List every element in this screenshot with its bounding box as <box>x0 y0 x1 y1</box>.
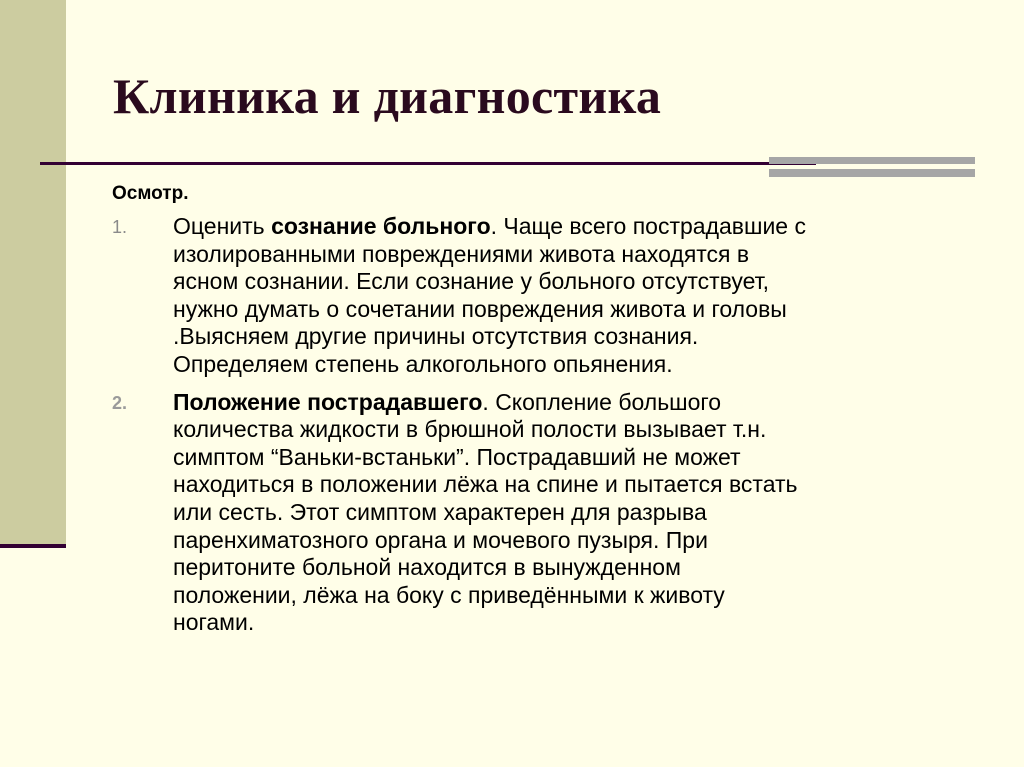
title-rule <box>40 162 816 165</box>
slide-title: Клиника и диагностика <box>113 68 662 124</box>
bold-phrase: Положение пострадавшего <box>173 388 483 415</box>
list-item <box>112 213 982 379</box>
text-line: Определяем степень алкогольного опьянения. <box>173 350 673 377</box>
text-line: ясном сознании. Если сознание у больного отсутствует, <box>173 268 770 295</box>
text-line: ногами. <box>173 609 255 636</box>
text-line: положении, лёжа на боку с приведёнными к животу <box>173 581 725 608</box>
subheading: Осмотр. <box>112 183 189 204</box>
left-decorative-band <box>0 0 66 547</box>
left-band-underline <box>0 544 66 548</box>
text-line <box>173 389 982 417</box>
bold-phrase: сознание больного <box>271 213 491 239</box>
text-line <box>173 213 982 241</box>
list-number: 2. <box>112 392 128 413</box>
text-span: . Чаще всего пострадавшие с <box>490 213 806 239</box>
text-span: Оценить <box>173 213 272 239</box>
accent-bar-bottom <box>769 169 975 177</box>
numbered-list <box>112 213 982 637</box>
list-number: 1. <box>112 217 128 237</box>
text-line: перитоните больной находится в вынужденном <box>173 554 681 581</box>
accent-bar-top <box>769 157 975 164</box>
text-span: . Скопление большого <box>482 388 722 415</box>
text-line: находиться в положении лёжа на спине и пытается встать <box>173 471 798 498</box>
text-line: количества жидкости в брюшной полости вызывает т.н. <box>173 416 767 443</box>
list-item <box>112 389 982 637</box>
text-line: изолированными повреждениями живота находятся в <box>173 240 750 267</box>
text-line: симптом “Ваньки-встаньки”. Пострадавший не может <box>173 443 741 470</box>
text-line: .Выясняем другие причины отсутствия сознания. <box>173 323 699 350</box>
text-line: паренхиматозного органа и мочевого пузыря. При <box>173 526 708 553</box>
text-line: или сесть. Этот симптом характерен для разрыва <box>173 498 707 525</box>
text-line: нужно думать о сочетании повреждения живота и головы <box>173 295 787 322</box>
